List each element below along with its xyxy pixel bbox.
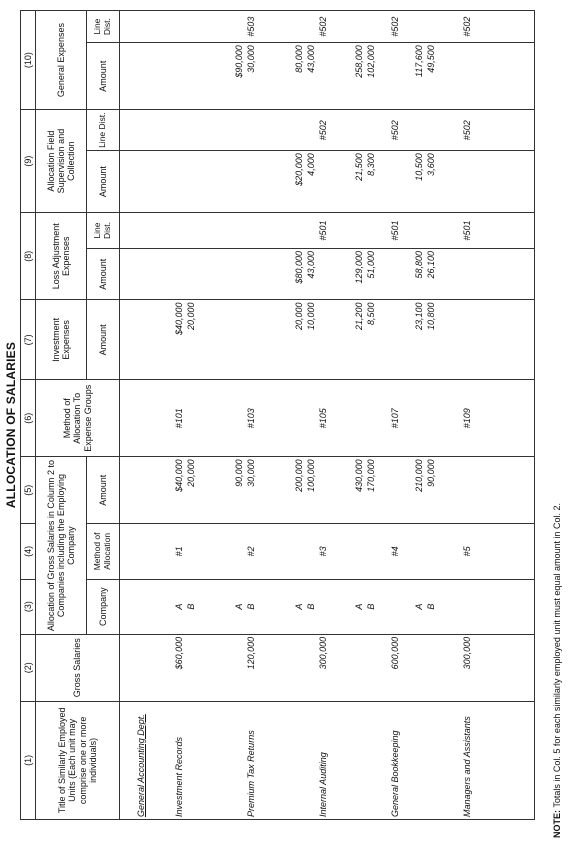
- amount-a: $40,000: [174, 459, 184, 492]
- invest-a: 20,000: [294, 302, 304, 330]
- row-spacer: [437, 302, 473, 377]
- dept-label: General Accounting Dept.: [136, 714, 146, 817]
- row-spacer: [437, 112, 461, 148]
- row-title-pad: [281, 704, 293, 817]
- top-spacer: [121, 112, 173, 148]
- gross-salary: 300,000: [318, 636, 328, 670]
- row-spacer: [473, 637, 497, 699]
- note-label: NOTE:: [552, 810, 562, 838]
- top-spacer: [121, 582, 173, 632]
- col-num-2: (2): [21, 634, 36, 701]
- col-gross: [120, 634, 535, 701]
- row-spacer: [221, 382, 245, 454]
- general-b: 102,000: [366, 45, 376, 78]
- row-spacer: [185, 215, 209, 246]
- pad: [497, 637, 509, 699]
- row-spacer: [509, 526, 533, 576]
- pad: [209, 637, 221, 699]
- loss-line-dist: #501: [318, 220, 328, 241]
- allocation-method: #4: [390, 546, 400, 557]
- loss-b: 43,000: [306, 251, 316, 279]
- subheader-amount-9: Amount: [87, 151, 120, 213]
- row-title: Internal Auditing: [318, 752, 328, 817]
- pad: [353, 215, 365, 246]
- subheader-line-8: Line Dist.: [87, 213, 120, 249]
- row-title: Premium Tax Returns: [246, 730, 256, 817]
- row-spacer: [365, 13, 389, 40]
- pad: [209, 215, 221, 246]
- table-body-row: [120, 11, 535, 820]
- pad: [281, 13, 293, 40]
- amount-b: 90,000: [426, 459, 436, 487]
- row-spacer: [377, 582, 413, 632]
- page-title: ALLOCATION OF SALARIES: [4, 341, 18, 509]
- gross-salary: 300,000: [462, 636, 472, 670]
- field-a: [233, 153, 245, 210]
- row-spacer: [221, 637, 245, 699]
- row-spacer: [293, 215, 317, 246]
- row-spacer: [317, 302, 353, 377]
- pad: [353, 637, 365, 699]
- row-spacer: [329, 215, 353, 246]
- invest-a: [233, 302, 245, 377]
- top-spacer: [121, 215, 173, 246]
- row-spacer: [257, 251, 293, 297]
- general-b: 49,500: [426, 45, 436, 73]
- allocation-method: #3: [318, 546, 328, 557]
- row-spacer: [293, 382, 317, 454]
- company-b: B: [426, 603, 436, 610]
- pad: [281, 637, 293, 699]
- pad: [425, 637, 437, 699]
- pad: [281, 215, 293, 246]
- row-spacer: [257, 637, 281, 699]
- loss-a: [233, 251, 245, 297]
- expense-method: #101: [174, 408, 184, 429]
- row-spacer: [257, 382, 281, 454]
- top-spacer: [147, 704, 173, 817]
- general-line-dist: #502: [462, 16, 472, 37]
- row-spacer: [473, 112, 497, 148]
- row-spacer: [257, 153, 293, 210]
- pad: [209, 13, 221, 40]
- col-invest: [120, 300, 535, 380]
- row-spacer: [473, 382, 497, 454]
- top-spacer: [121, 302, 173, 377]
- subheader-amount-7: Amount: [87, 300, 120, 380]
- col-num-8: (8): [21, 213, 36, 300]
- header-unit-title: Title of Similarly Employed Units (Each unit may comprise one or more individuals): [36, 701, 120, 819]
- expense-method: #105: [318, 408, 328, 429]
- top-spacer: [121, 251, 173, 297]
- row-spacer: [509, 382, 533, 454]
- top-spacer: [121, 637, 173, 699]
- pad: [497, 13, 509, 40]
- invest-b: 10,000: [306, 302, 316, 330]
- row-spacer: [509, 215, 533, 246]
- subheader-line-9: Line Dist.: [87, 110, 120, 151]
- row-title: Investment Records: [174, 736, 184, 817]
- loss-line-dist: [173, 215, 185, 246]
- general-a: 258,000: [354, 45, 364, 78]
- top-spacer: [121, 153, 173, 210]
- row-spacer: [257, 13, 281, 40]
- row-spacer: [401, 13, 425, 40]
- top-spacer: [121, 526, 173, 576]
- field-a: $20,000: [294, 153, 304, 186]
- company-b: B: [186, 603, 196, 610]
- field-b: [185, 153, 197, 210]
- row-spacer: [257, 215, 281, 246]
- company-a: A: [354, 603, 364, 610]
- loss-a: 58,800: [414, 251, 424, 279]
- expense-method: #107: [390, 408, 400, 429]
- row-spacer: [401, 112, 425, 148]
- row-spacer: [317, 251, 353, 297]
- general-a: 117,600: [414, 45, 424, 78]
- amount-a: 430,000: [354, 459, 364, 492]
- field-a: [173, 153, 185, 210]
- row-title-pad: [497, 704, 509, 817]
- general-line-dist: #502: [390, 16, 400, 37]
- row-spacer: [329, 526, 353, 576]
- general-b: [185, 45, 197, 107]
- col-num-6: (6): [21, 380, 36, 457]
- row-spacer: [377, 302, 413, 377]
- amount-a: 210,000: [414, 459, 424, 492]
- row-spacer: [257, 459, 293, 521]
- field-line-dist: #502: [318, 120, 328, 141]
- column-number-row: [21, 11, 36, 820]
- row-spacer: [221, 13, 245, 40]
- subheader-method: Method of Allocation: [87, 524, 120, 579]
- row-spacer: [365, 215, 389, 246]
- footnote: [552, 503, 562, 838]
- col-general: [120, 43, 535, 110]
- row-spacer: [401, 704, 425, 817]
- row-spacer: [293, 112, 317, 148]
- pad: [497, 215, 509, 246]
- col-num-7: (7): [21, 300, 36, 380]
- row-spacer: [185, 112, 209, 148]
- invest-b: 20,000: [186, 302, 196, 330]
- invest-a: 23,100: [414, 302, 424, 330]
- row-spacer: [437, 13, 461, 40]
- row-spacer: [257, 526, 281, 576]
- field-line-dist: #502: [462, 120, 472, 141]
- pad: [425, 526, 437, 576]
- invest-b: 10,800: [426, 302, 436, 330]
- loss-b: [185, 251, 197, 297]
- row-spacer: [509, 637, 533, 699]
- loss-b: 51,000: [366, 251, 376, 279]
- row-spacer: [185, 382, 209, 454]
- col-num-4: (4): [21, 524, 36, 579]
- row-spacer: [473, 215, 497, 246]
- pad: [209, 526, 221, 576]
- field-a: 10,500: [414, 153, 424, 181]
- row-spacer: [197, 302, 233, 377]
- loss-b: [245, 251, 257, 297]
- row-spacer: [221, 526, 245, 576]
- company-a: A: [234, 603, 244, 610]
- col-num-10: (10): [21, 11, 36, 110]
- allocation-method: #2: [246, 546, 256, 557]
- header-expense-method: Method of Allocation To Expense Groups: [36, 380, 120, 457]
- row-spacer: [221, 215, 245, 246]
- pad: [353, 526, 365, 576]
- row-spacer: [197, 251, 233, 297]
- row-spacer: [437, 153, 473, 210]
- gross-salary: 120,000: [246, 636, 256, 670]
- row-spacer: [401, 215, 425, 246]
- row-spacer: [437, 45, 473, 107]
- col-num-1: (1): [21, 701, 36, 819]
- col-num-9: (9): [21, 110, 36, 213]
- row-spacer: [437, 704, 461, 817]
- row-spacer: [185, 637, 209, 699]
- row-title: Managers and Assistants: [462, 716, 472, 817]
- col-field: [120, 151, 535, 213]
- row-spacer: [377, 459, 413, 521]
- row-spacer: [473, 704, 497, 817]
- row-spacer: [185, 526, 209, 576]
- top-spacer: [121, 459, 173, 521]
- header-allocation-companies: Allocation of Gross Salaries in Column 2 to Companies including the Employing Company: [36, 457, 87, 634]
- row-spacer: [221, 112, 245, 148]
- row-spacer: [509, 13, 533, 40]
- row-spacer: [401, 637, 425, 699]
- col-amount: [120, 457, 535, 524]
- row-title-pad: [209, 704, 221, 817]
- field-a: 21,500: [354, 153, 364, 181]
- row-spacer: [509, 112, 533, 148]
- subheader-line-10: Line Dist.: [87, 11, 120, 43]
- pad: [425, 215, 437, 246]
- pad: [353, 112, 365, 148]
- row-spacer: [473, 13, 497, 40]
- amount-b: 100,000: [306, 459, 316, 492]
- row-spacer: [197, 582, 233, 632]
- row-spacer: [329, 704, 353, 817]
- pad: [497, 526, 509, 576]
- pad: [425, 382, 437, 454]
- loss-b: 26,100: [426, 251, 436, 279]
- expense-method: #109: [462, 408, 472, 429]
- pad: [497, 382, 509, 454]
- row-spacer: [293, 637, 317, 699]
- subheader-amount-5: Amount: [87, 457, 120, 524]
- field-line-dist: [245, 112, 257, 148]
- loss-line-dist: #501: [462, 220, 472, 241]
- row-spacer: [257, 45, 293, 107]
- gross-salary: $60,000: [174, 636, 184, 670]
- row-spacer: [329, 637, 353, 699]
- header-row: [36, 11, 87, 820]
- row-spacer: [317, 153, 353, 210]
- field-b: [245, 153, 257, 210]
- loss-a: $80,000: [294, 251, 304, 284]
- subheader-company: Company: [87, 579, 120, 634]
- company-b: B: [306, 603, 316, 610]
- col-num-5: (5): [21, 457, 36, 524]
- row-spacer: [293, 13, 317, 40]
- row-spacer: [365, 637, 389, 699]
- invest-a: $40,000: [174, 302, 184, 335]
- note-text: Totals in Col. 5 for each similarly employed unit must equal amount in Col. 2.: [552, 503, 562, 810]
- row-title-pad: [425, 704, 437, 817]
- company-b: B: [366, 603, 376, 610]
- pad: [209, 382, 221, 454]
- invest-a: 21,200: [354, 302, 364, 330]
- salary-allocation-table: [20, 10, 535, 820]
- company-a: A: [174, 603, 184, 610]
- row-spacer: [377, 153, 413, 210]
- expense-method: #103: [246, 408, 256, 429]
- field-b: 3,600: [426, 153, 436, 176]
- col-method: [120, 524, 535, 579]
- row-spacer: [317, 459, 353, 521]
- row-spacer: [437, 582, 473, 632]
- gross-salary: 600,000: [390, 636, 400, 670]
- amount-b: 30,000: [246, 459, 256, 487]
- row-spacer: [257, 112, 281, 148]
- row-spacer: [365, 704, 389, 817]
- general-a: [173, 45, 185, 107]
- general-a: $90,000: [234, 45, 244, 78]
- header-loss-adjustment: Loss Adjustment Expenses: [36, 213, 87, 300]
- loss-a: [173, 251, 185, 297]
- row-spacer: [329, 112, 353, 148]
- general-a: 80,000: [294, 45, 304, 73]
- general-b: 30,000: [246, 45, 256, 73]
- subheader-amount-10: Amount: [87, 43, 120, 110]
- loss-line-dist: #501: [390, 220, 400, 241]
- field-b: 8,300: [366, 153, 376, 176]
- general-line-dist: #503: [246, 16, 256, 37]
- field-line-dist: [173, 112, 185, 148]
- header-investment-expenses: Investment Expenses: [36, 300, 87, 380]
- row-spacer: [257, 704, 281, 817]
- top-spacer: [121, 45, 173, 107]
- company-b: B: [246, 603, 256, 610]
- row-spacer: [197, 45, 233, 107]
- row-spacer: [401, 526, 425, 576]
- top-spacer: [121, 382, 173, 454]
- row-spacer: [401, 382, 425, 454]
- row-spacer: [293, 704, 317, 817]
- row-title-pad: [353, 704, 365, 817]
- row-spacer: [317, 45, 353, 107]
- subheader-amount-8: Amount: [87, 249, 120, 300]
- row-spacer: [185, 704, 209, 817]
- row-spacer: [365, 382, 389, 454]
- header-general-expenses: General Expenses: [36, 11, 87, 110]
- row-spacer: [317, 582, 353, 632]
- row-spacer: [437, 215, 461, 246]
- row-spacer: [437, 251, 473, 297]
- row-spacer: [365, 526, 389, 576]
- amount-a: 200,000: [294, 459, 304, 492]
- amount-b: 170,000: [366, 459, 376, 492]
- amount-b: 20,000: [186, 459, 196, 487]
- pad: [425, 112, 437, 148]
- row-spacer: [197, 153, 233, 210]
- col-exp-method: [120, 380, 535, 457]
- general-line-dist: [173, 13, 185, 40]
- pad: [209, 112, 221, 148]
- row-spacer: [221, 704, 245, 817]
- row-spacer: [437, 637, 461, 699]
- row-spacer: [473, 526, 497, 576]
- row-spacer: [293, 526, 317, 576]
- row-spacer: [437, 526, 461, 576]
- amount-a: 90,000: [234, 459, 244, 487]
- pad: [281, 112, 293, 148]
- col-general-line: [120, 11, 535, 43]
- invest-b: 8,500: [366, 302, 376, 325]
- row-spacer: [509, 704, 533, 817]
- col-company: [120, 579, 535, 634]
- row-spacer: [437, 382, 461, 454]
- row-spacer: [257, 582, 293, 632]
- header-field-supervision: Allocation Field Supervision and Collection: [36, 110, 87, 213]
- col-num-3: (3): [21, 579, 36, 634]
- pad: [281, 526, 293, 576]
- header-gross-salaries: Gross Salaries: [36, 634, 120, 701]
- row-spacer: [197, 459, 233, 521]
- row-spacer: [257, 302, 293, 377]
- pad: [497, 112, 509, 148]
- field-line-dist: #502: [390, 120, 400, 141]
- col-field-line: [120, 110, 535, 151]
- allocation-method: #1: [174, 546, 184, 557]
- field-b: 4,000: [306, 153, 316, 176]
- col-titles: [120, 701, 535, 819]
- pad: [425, 13, 437, 40]
- company-a: A: [414, 603, 424, 610]
- pad: [281, 382, 293, 454]
- col-loss-line: [120, 213, 535, 249]
- general-line-dist: #502: [318, 16, 328, 37]
- general-b: 43,000: [306, 45, 316, 73]
- row-title: General Bookkeeping: [390, 730, 400, 817]
- top-spacer: [121, 13, 173, 40]
- col-loss: [120, 249, 535, 300]
- pad: [353, 382, 365, 454]
- row-spacer: [185, 13, 209, 40]
- loss-line-dist: [245, 215, 257, 246]
- row-spacer: [329, 382, 353, 454]
- row-spacer: [437, 459, 473, 521]
- row-spacer: [329, 13, 353, 40]
- allocation-method: #5: [462, 546, 472, 557]
- row-spacer: [377, 45, 413, 107]
- invest-b: [245, 302, 257, 377]
- row-spacer: [365, 112, 389, 148]
- row-spacer: [377, 251, 413, 297]
- loss-a: 129,000: [354, 251, 364, 284]
- pad: [353, 13, 365, 40]
- company-a: A: [294, 603, 304, 610]
